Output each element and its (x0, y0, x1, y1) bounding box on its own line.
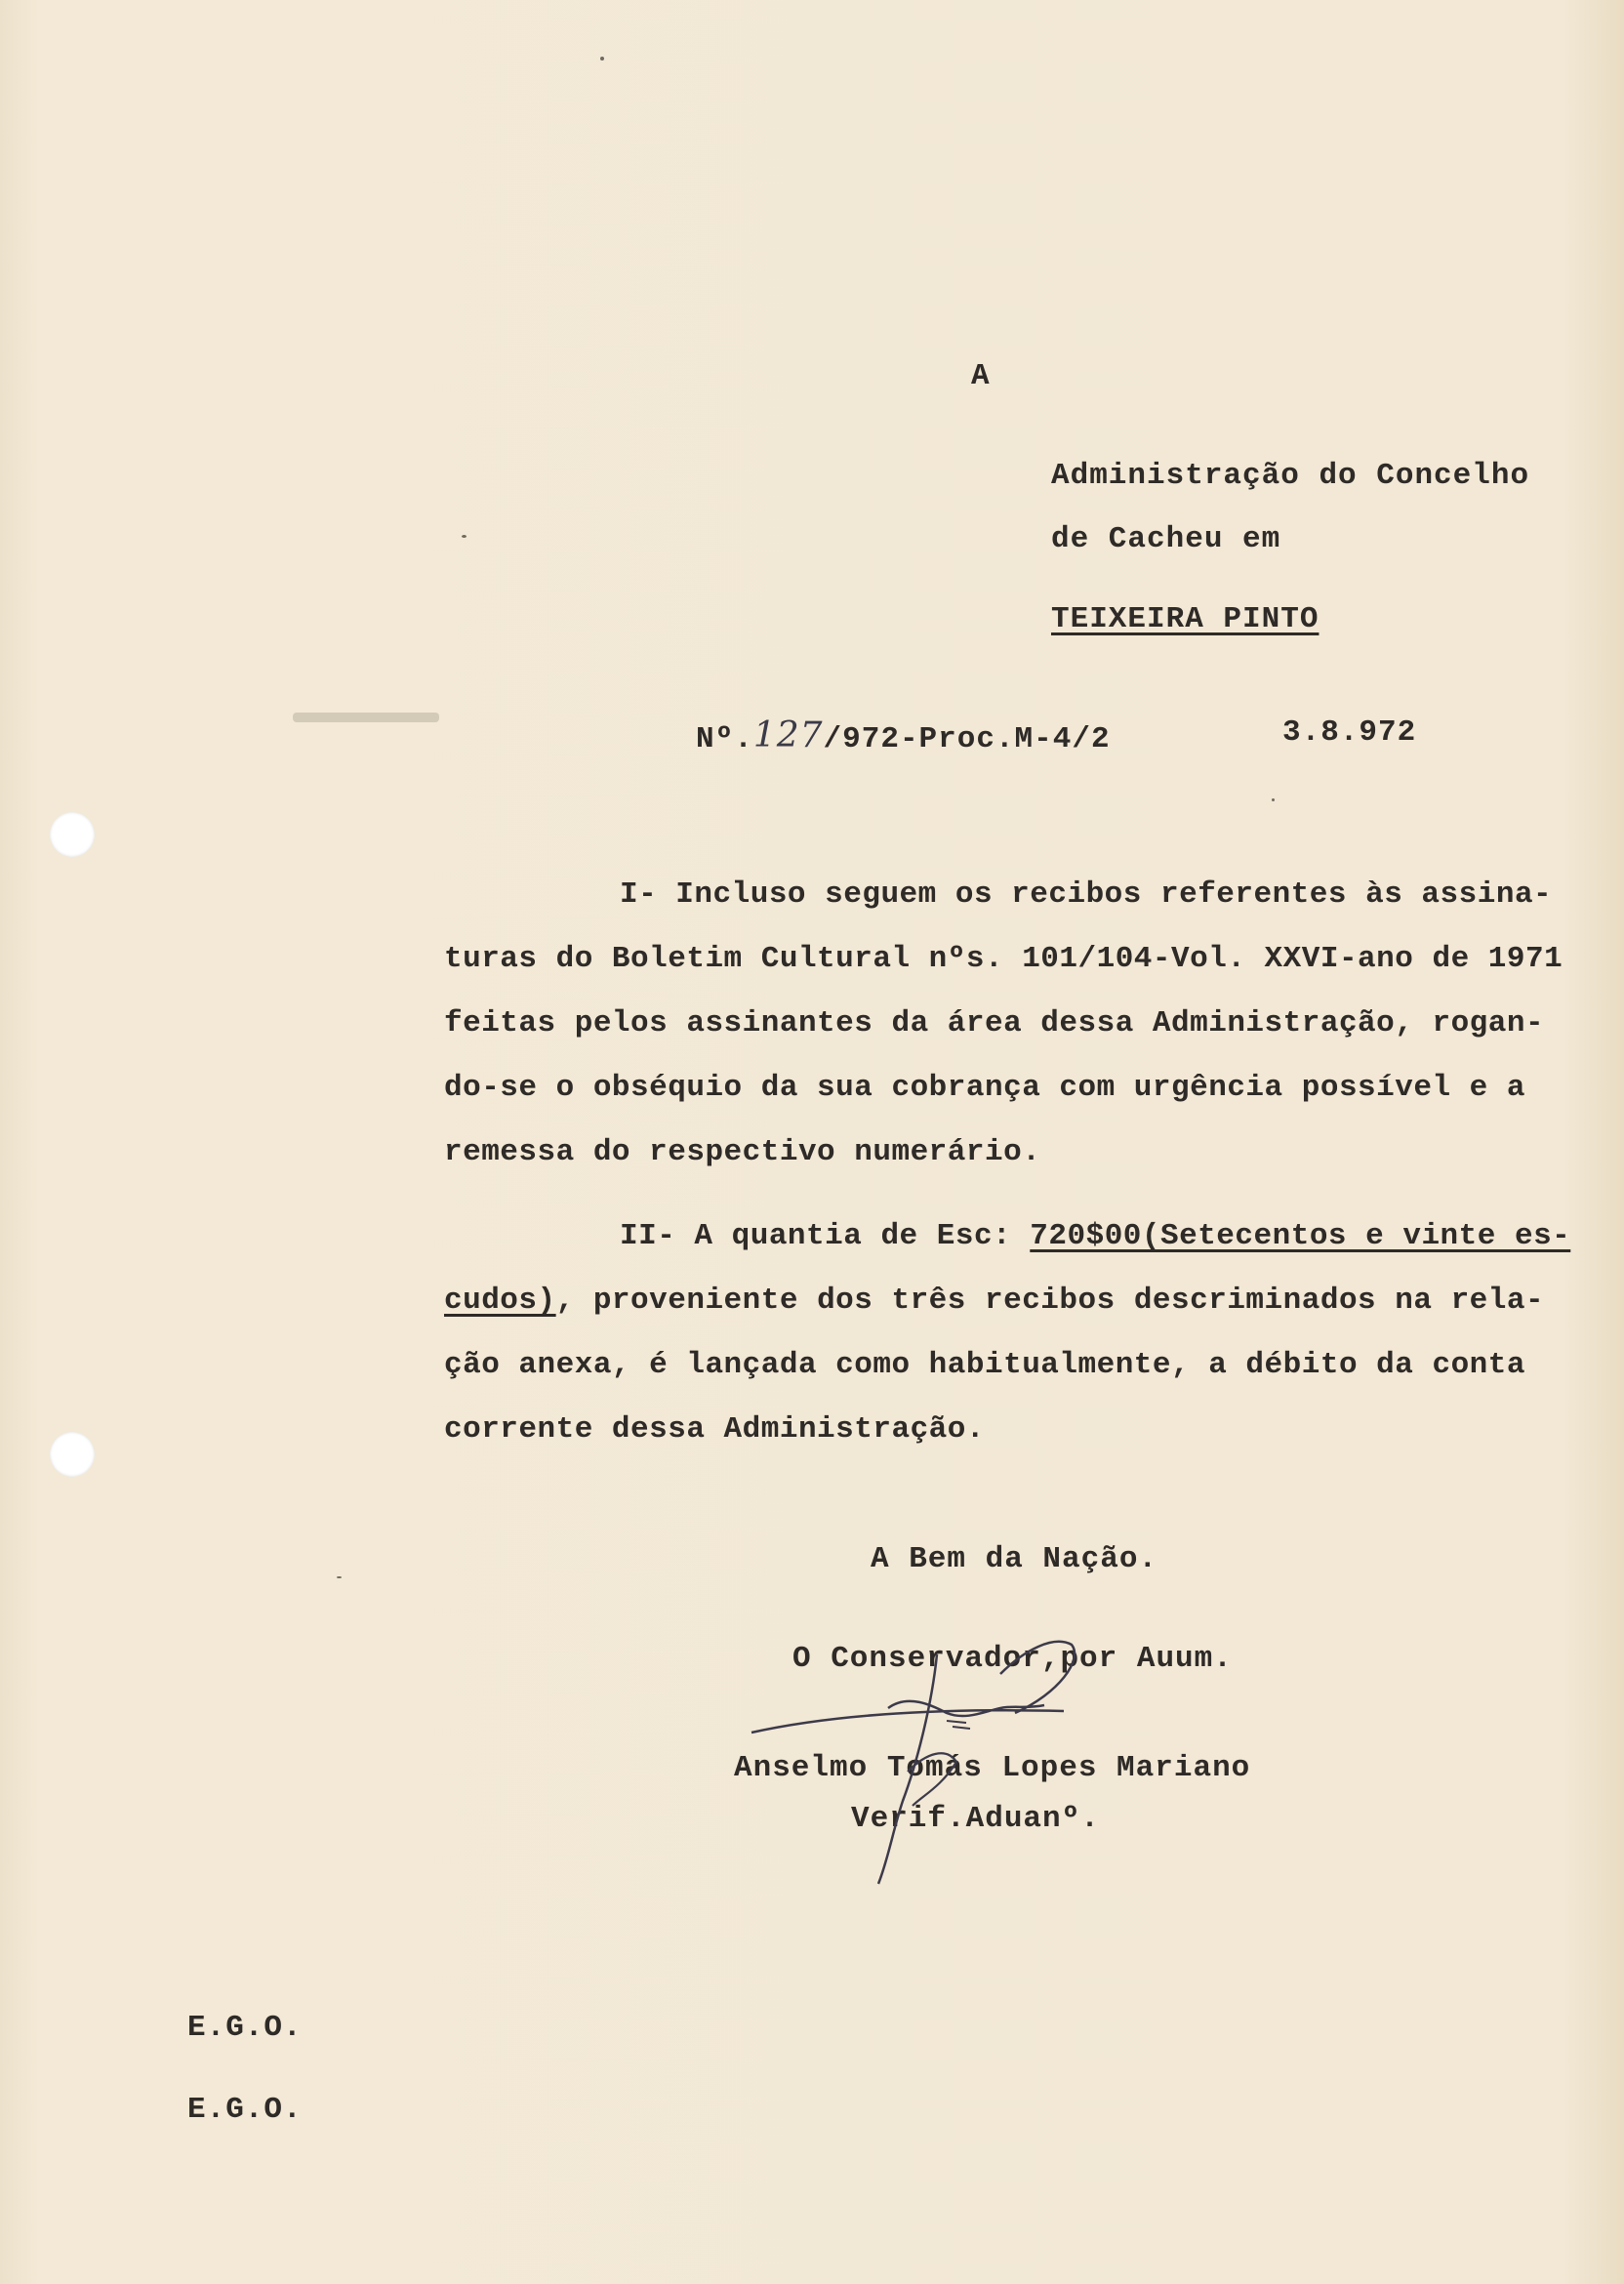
initials-line-1: E.G.O. (187, 2011, 303, 2045)
paragraph-2-line (444, 1204, 1571, 1269)
initials-line-2: E.G.O. (187, 2093, 303, 2127)
faded-stamp-mark (293, 713, 439, 722)
paper-speck (337, 1576, 342, 1578)
amount-words: 720$00(Setecentos e vinte es- (1030, 1219, 1571, 1253)
paragraph-1-line: feitas pelos assinantes da área dessa Administração, rogan- (444, 1006, 1545, 1040)
addressee-city: TEIXEIRA PINTO (1051, 602, 1320, 636)
closing-salutation: A Bem da Nação. (871, 1542, 1158, 1576)
paper-speck (1272, 798, 1275, 801)
paragraph-1-line: turas do Boletim Cultural nºs. 101/104-Vol. XXVI-ano de 1971 (444, 942, 1563, 976)
paragraph-2-prefix: II- A quantia de Esc: (620, 1219, 1031, 1253)
punch-hole-top (50, 812, 95, 857)
paper-speck (462, 535, 467, 538)
punch-hole-bottom (50, 1432, 95, 1477)
paragraph-1 (444, 863, 1568, 1185)
amount-words-end: cudos) (444, 1284, 556, 1318)
signatory-title: Verif.Aduanº. (851, 1802, 1100, 1836)
reference-number-rest: /972-Proc.M-4/2 (823, 722, 1111, 756)
signatory-role: O Conservador,por Auum. (792, 1642, 1233, 1676)
reference-number-handwritten: 127 (752, 715, 824, 755)
reference-number (696, 715, 1111, 756)
addressee-line-1: Administração do Concelho (1051, 459, 1530, 493)
reference-date: 3.8.972 (1282, 715, 1417, 750)
paper-speck (600, 57, 604, 61)
paragraph-2-rest: , proveniente dos três recibos descriminados na rela- (555, 1284, 1545, 1318)
signatory-name: Anselmo Tomás Lopes Mariano (734, 1751, 1251, 1785)
addressee-line-2: de Cacheu em (1051, 522, 1281, 556)
paragraph-1-line: remessa do respectivo numerário. (444, 1135, 1041, 1169)
paragraph-2-line: corrente dessa Administração. (444, 1412, 985, 1447)
paragraph-2-line (444, 1269, 1568, 1333)
paragraph-2 (444, 1204, 1571, 1462)
addressee-prefix: A (971, 359, 991, 393)
reference-number-label: Nº. (696, 722, 753, 756)
paragraph-1-line: do-se o obséquio da sua cobrança com urgência possível e a (444, 1071, 1525, 1105)
handwritten-signature (722, 1615, 1230, 1908)
paragraph-2-line: ção anexa, é lançada como habitualmente, a débito da conta (444, 1348, 1525, 1382)
paragraph-1-line: I- Incluso seguem os recibos referentes às assina- (620, 877, 1553, 912)
